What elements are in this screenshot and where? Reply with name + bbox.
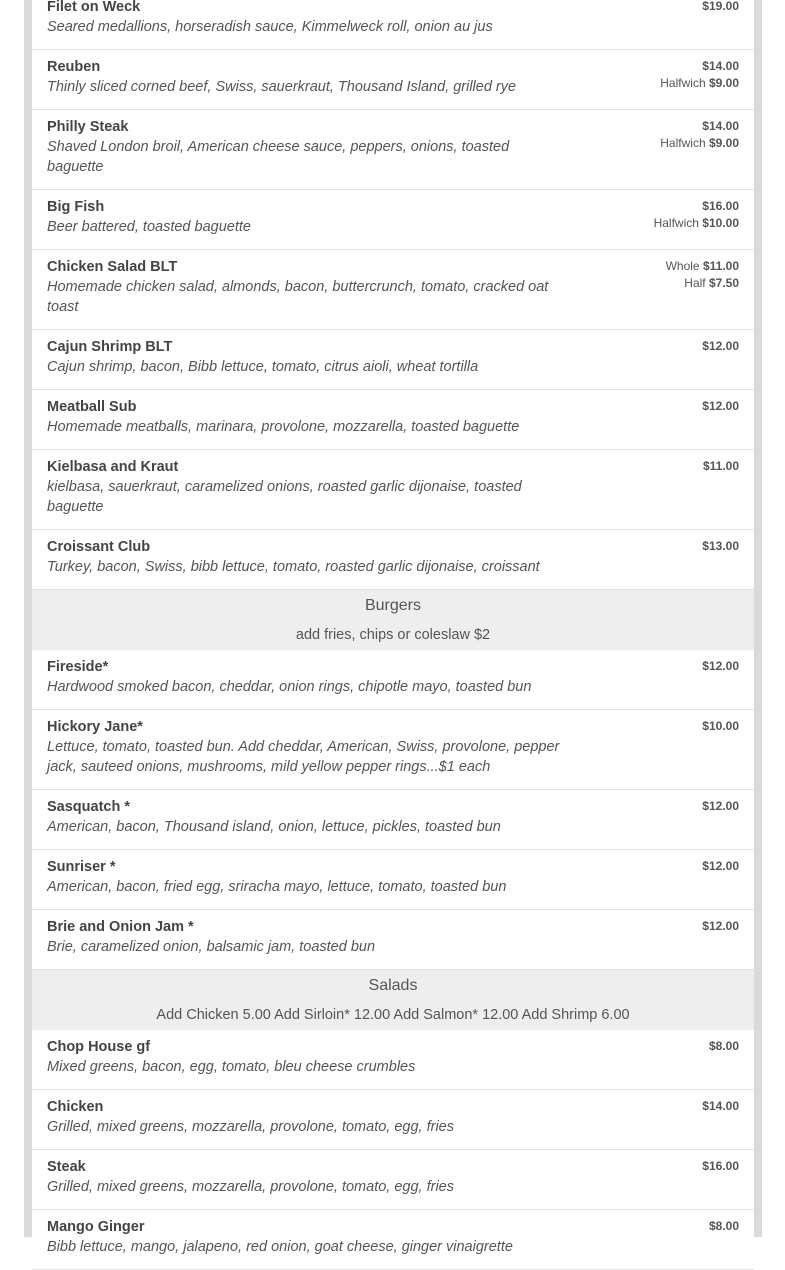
item-name: Filet on Weck [47,0,141,15]
price-line [702,1098,739,1115]
item-description: Hardwood smoked bacon, cheddar, onion rings, chipotle mayo, toasted bun [47,679,532,695]
section-note: add fries, chips or coleslaw $2 [295,627,491,643]
price-amount: $12.00 [702,659,739,673]
item-prices [703,458,739,475]
price-label: Half [684,276,706,290]
price-line [660,58,739,75]
item-description: Shaved London broil, American cheese sauce, peppers, onions, toasted baguette [47,139,510,175]
item-description: Homemade meatballs, marinara, provolone, mozzarella, toasted baguette [47,419,520,435]
item-prices [654,198,739,232]
item-prices [702,858,739,875]
price-amount: $11.00 [702,459,739,473]
price-line [654,198,739,215]
price-amount: $19.00 [702,0,739,13]
item-name: Fireside* [47,659,109,675]
sandwich-items [32,0,754,590]
section-title: Salads [368,977,418,994]
price-amount: $12.00 [702,919,739,933]
price-line [709,1218,739,1235]
item-prices [709,1218,739,1235]
item-prices [702,718,739,735]
menu-item[interactable] [32,250,754,330]
price-amount: $12.00 [702,339,739,353]
menu-item[interactable] [32,1150,754,1210]
price-line [660,75,739,92]
menu-item[interactable] [32,650,754,710]
section-note: Add Chicken 5.00 Add Sirloin* 12.00 Add Salmon* 12.00 Add Shrimp 6.00 [156,1007,630,1023]
item-description: Grilled, mixed greens, mozzarella, provolone, tomato, egg, fries [47,1179,454,1195]
price-label: Halfwich [660,136,706,150]
item-prices [702,398,739,415]
price-label: Halfwich [653,216,699,230]
price-amount: $10.00 [702,719,739,733]
price-line [702,918,739,935]
price-line [709,1038,739,1055]
price-amount: $13.00 [702,539,739,553]
item-name: Reuben [47,59,101,75]
item-description: Lettuce, tomato, toasted bun. Add cheddar, American, Swiss, provolone, pepper jack, sauteed onions, mushrooms, mild yellow pepper rings...$1 each [47,739,560,775]
section-header-salads [32,970,754,1030]
menu-list [32,0,754,1270]
item-prices [709,1038,739,1055]
price-amount: $10.00 [702,216,739,230]
item-prices [702,918,739,935]
salad-items [32,1030,754,1270]
price-line [702,1158,739,1175]
price-amount: $8.00 [708,1219,739,1233]
price-amount: $16.00 [702,199,739,213]
price-line [702,658,739,675]
item-name: Kielbasa and Kraut [47,459,179,475]
price-amount: $8.00 [708,1039,739,1053]
price-amount: $16.00 [702,1159,739,1173]
item-name: Chop House gf [47,1039,151,1055]
item-name: Sunriser * [47,859,116,875]
price-line [702,0,739,15]
menu-item[interactable] [32,850,754,910]
item-prices [666,258,739,292]
item-name: Mango Ginger [47,1219,145,1235]
item-description: American, bacon, Thousand island, onion, lettuce, pickles, toasted bun [47,819,501,835]
item-name: Sasquatch * [47,799,130,815]
item-name: Hickory Jane* [47,719,143,735]
item-description: Beer battered, toasted baguette [47,219,251,235]
section-header-burgers [32,590,754,650]
price-label: Whole [665,259,700,273]
item-name: Chicken Salad BLT [47,259,178,275]
price-line [660,118,739,135]
item-prices [702,338,739,355]
price-line [702,798,739,815]
menu-item[interactable] [32,450,754,530]
price-amount: $12.00 [702,799,739,813]
price-line [702,538,739,555]
menu-item[interactable] [32,790,754,850]
price-amount: $14.00 [702,59,739,73]
item-description: Turkey, bacon, Swiss, bibb lettuce, tomato, roasted garlic dijonaise, croissant [47,559,540,575]
menu-item[interactable] [32,190,754,250]
price-line [654,215,739,232]
price-line [666,275,739,292]
item-prices [660,58,739,92]
item-name: Brie and Onion Jam * [47,919,194,935]
price-label: Halfwich [660,76,706,90]
menu-item[interactable] [32,710,754,790]
price-line [666,258,739,275]
item-name: Steak [47,1159,86,1175]
item-name: Meatball Sub [47,399,137,415]
section-title: Burgers [364,597,422,614]
item-prices [702,798,739,815]
menu-item[interactable] [32,530,754,590]
price-line [702,718,739,735]
item-name: Chicken [47,1099,104,1115]
menu-item[interactable] [32,50,754,110]
item-description: kielbasa, sauerkraut, caramelized onions, roasted garlic dijonaise, toasted baguette [47,479,522,515]
menu-item[interactable] [32,1090,754,1150]
item-description: Mixed greens, bacon, egg, tomato, bleu cheese crumbles [47,1059,416,1075]
price-line [702,858,739,875]
item-prices [660,118,739,152]
menu-item[interactable] [32,1210,754,1270]
item-prices [702,538,739,555]
item-description: Bibb lettuce, mango, jalapeno, red onion, goat cheese, ginger vinaigrette [47,1239,513,1255]
price-amount: $9.00 [708,76,739,90]
menu-item[interactable] [32,390,754,450]
price-amount: $14.00 [702,119,739,133]
price-line [702,398,739,415]
item-description: Cajun shrimp, bacon, Bibb lettuce, tomato, citrus aioli, wheat tortilla [47,359,479,375]
item-name: Philly Steak [47,119,129,135]
item-name: Cajun Shrimp BLT [47,339,173,355]
burger-items [32,650,754,970]
price-amount: $9.00 [708,136,739,150]
price-amount: $14.00 [702,1099,739,1113]
item-name: Big Fish [47,199,105,215]
item-name: Croissant Club [47,539,151,555]
item-prices [702,658,739,675]
item-description: Grilled, mixed greens, mozzarella, provolone, tomato, egg, fries [47,1119,454,1135]
menu-item[interactable] [32,0,754,50]
price-line [703,458,739,475]
menu-item[interactable] [32,110,754,190]
menu-item[interactable] [32,330,754,390]
item-prices [702,1158,739,1175]
item-prices [702,1098,739,1115]
price-amount: $12.00 [702,859,739,873]
item-description: Homemade chicken salad, almonds, bacon, buttercrunch, tomato, cracked oat toast [47,279,549,315]
item-description: Seared medallions, horseradish sauce, Kimmelweck roll, onion au jus [47,19,493,35]
price-line [702,338,739,355]
item-description: American, bacon, fried egg, sriracha mayo, lettuce, tomato, toasted bun [47,879,507,895]
price-amount: $7.50 [708,276,739,290]
menu-item[interactable] [32,1030,754,1090]
price-line [660,135,739,152]
menu-item[interactable] [32,910,754,970]
item-description: Brie, caramelized onion, balsamic jam, toasted bun [47,939,376,955]
price-amount: $11.00 [702,259,739,273]
price-amount: $12.00 [702,399,739,413]
item-description: Thinly sliced corned beef, Swiss, sauerkraut, Thousand Island, grilled rye [47,79,517,95]
item-prices [702,0,739,15]
